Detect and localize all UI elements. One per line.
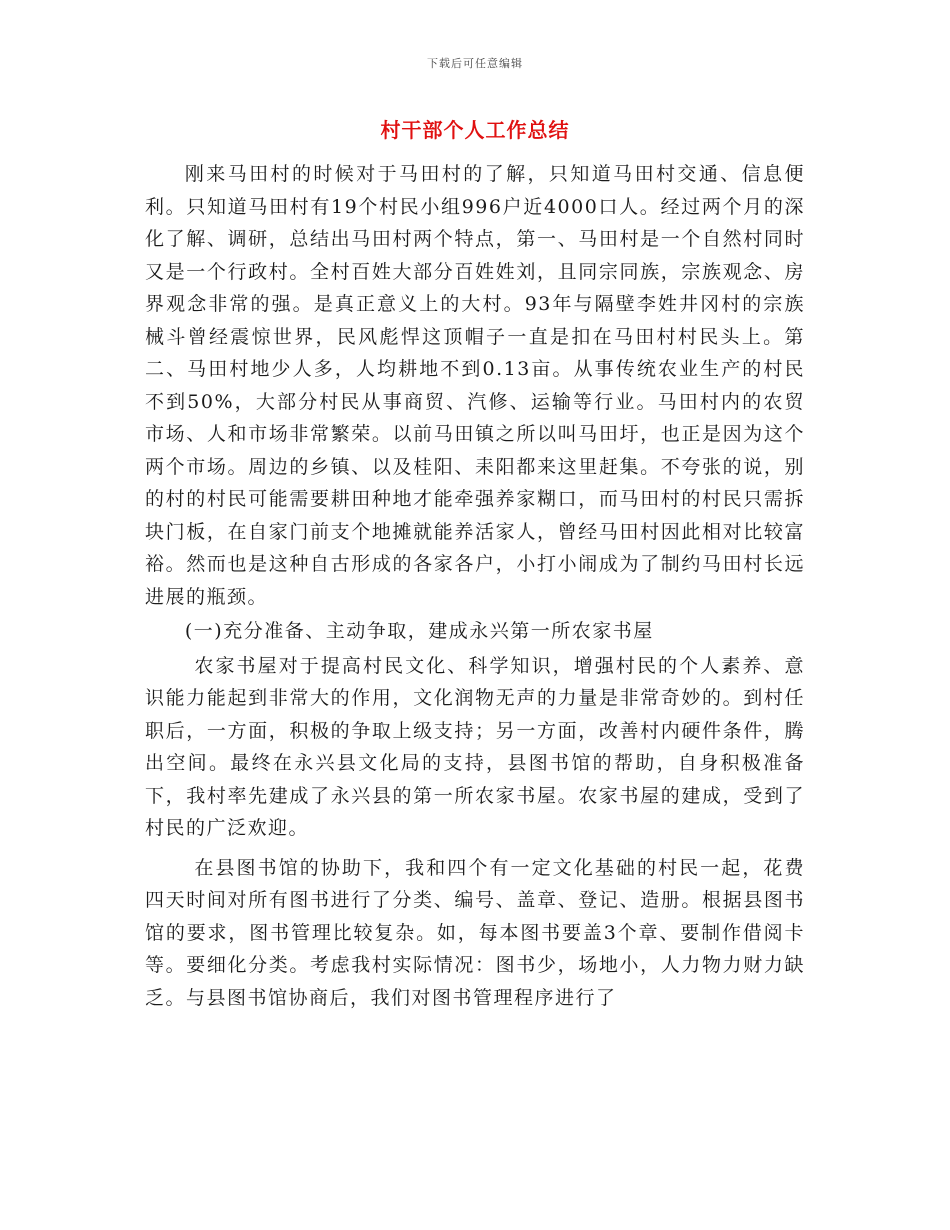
section-heading: (一)充分准备、主动争取，建成永兴第一所农家书屋 bbox=[184, 620, 654, 642]
document-title: 村干部个人工作总结 bbox=[380, 118, 570, 142]
paragraph-library: 农家书屋对于提高村民文化、科学知识，增强村民的个人素养、意识能力能起到非常大的作用，文化润物无声的力量是非常奇妙的。到村任职后，一方面，积极的争取上级支持；另一方面，改善村内硬件条件，腾出空间。最终在永兴县文化局的支持，县图书馆的帮助，自身积极准备下，我村率先建成了永兴县的第一所农家书屋。农家书屋的建成，受到了村民的广泛欢迎。 bbox=[145, 654, 805, 839]
page-header-note: 下载后可任意编辑 bbox=[427, 57, 523, 70]
paragraph-cataloging: 在县图书馆的协助下，我和四个有一定文化基础的村民一起，花费四天时间对所有图书进行了分类、编号、盖章、登记、造册。根据县图书馆的要求，图书管理比较复杂。如，每本图书要盖3个章、要制作借阅卡等。要细化分类。考虑我村实际情况：图书少，场地小，人力物力财力缺乏。与县图书馆协商后，我们对图书管理程序进行了 bbox=[145, 856, 805, 1009]
document-body bbox=[145, 158, 805, 1014]
paragraph-intro: 刚来马田村的时候对于马田村的了解，只知道马田村交通、信息便利。只知道马田村有19个村民小组996户近4000口人。经过两个月的深化了解、调研，总结出马田村两个特点，第一、马田村是一个自然村同时又是一个行政村。全村百姓大部分百姓姓刘，且同宗同族，宗族观念、房界观念非常的强。是真正意义上的大村。93年与隔壁李姓井冈村的宗族械斗曾经震惊世界，民风彪悍这顶帽子一直是扣在马田村村民头上。第二、马田村地少人多，人均耕地不到0.13亩。从事传统农业生产的村民不到50%，大部分村民从事商贸、汽修、运输等行业。马田村内的农贸市场、人和市场非常繁荣。以前马田镇之所以叫马田圩，也正是因为这个两个市场。周边的乡镇、以及桂阳、耒阳都来这里赶集。不夸张的说，别的村的村民可能需要耕田种地才能牵强养家糊口，而马田村的村民只需拆块门板，在自家门前支个地摊就能养活家人，曾经马田村因此相对比较富裕。然而也是这种自古形成的各家各户，小打小闹成为了制约马田村长远进展的瓶颈。 bbox=[145, 163, 805, 608]
